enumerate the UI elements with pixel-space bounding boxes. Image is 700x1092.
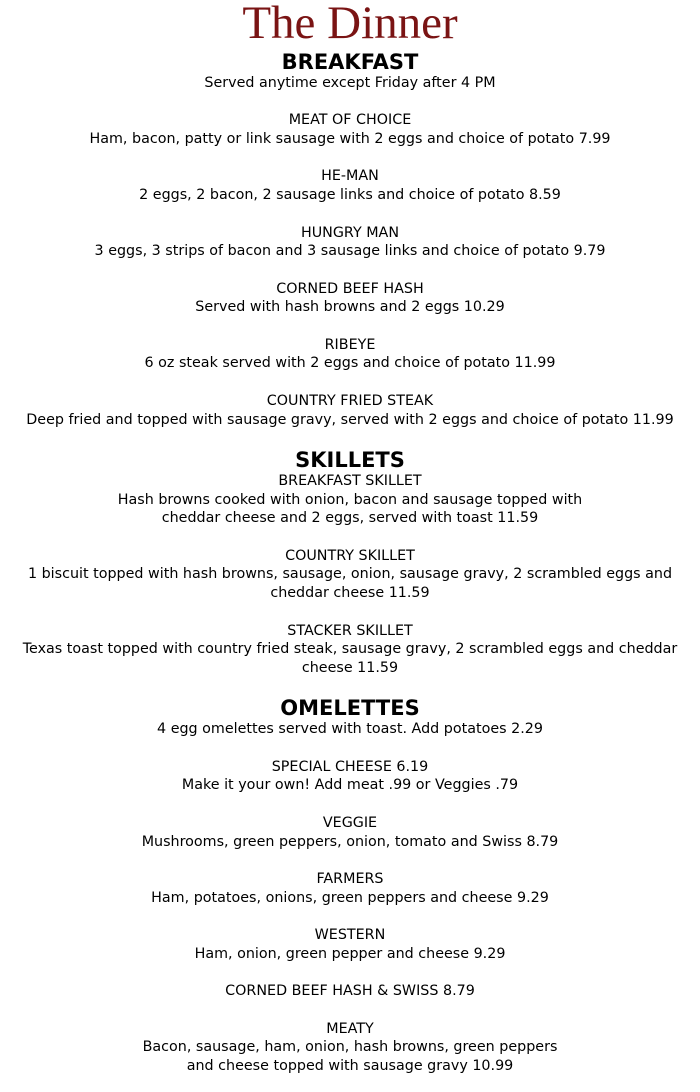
menu-item bbox=[0, 758, 700, 795]
menu-item-description: 3 eggs, 3 strips of bacon and 3 sausage links and choice of potato 9.79 bbox=[94, 243, 606, 260]
menu-title: The Dinner bbox=[242, 0, 458, 49]
menu-item-name: VEGGIE bbox=[322, 814, 378, 831]
menu-item-description: Bacon, sausage, ham, onion, hash browns, green peppers bbox=[142, 1039, 558, 1056]
menu-item-name: COUNTRY FRIED STEAK bbox=[266, 392, 434, 409]
menu-item bbox=[0, 814, 700, 851]
menu-item-description: 2 eggs, 2 bacon, 2 sausage links and choice of potato 8.59 bbox=[139, 187, 561, 204]
menu-item bbox=[0, 472, 700, 528]
menu-item-description: and cheese topped with sausage gravy 10.99 bbox=[186, 1057, 514, 1074]
menu-item bbox=[0, 926, 700, 963]
menu-item-description: cheddar cheese and 2 eggs, served with toast 11.59 bbox=[161, 510, 539, 527]
menu-item-name: COUNTRY SKILLET bbox=[285, 547, 415, 564]
menu-item-name: CORNED BEEF HASH & SWISS 8.79 bbox=[225, 983, 475, 1000]
menu-item bbox=[0, 547, 700, 603]
menu-item-description: cheese 11.59 bbox=[301, 659, 399, 676]
menu-item bbox=[0, 392, 700, 429]
menu-item-name: CORNED BEEF HASH bbox=[276, 280, 424, 297]
menu-item bbox=[0, 982, 700, 1001]
menu-item-description: Deep fried and topped with sausage gravy, served with 2 eggs and choice of potato 11.99 bbox=[26, 411, 674, 428]
menu-item bbox=[0, 280, 700, 317]
menu-item-name: FARMERS bbox=[316, 870, 384, 887]
menu-item-description: cheddar cheese 11.59 bbox=[270, 585, 430, 602]
section-heading: BREAKFAST bbox=[281, 50, 419, 74]
menu-item-name: WESTERN bbox=[314, 927, 386, 944]
menu-item-name: SPECIAL CHEESE 6.19 bbox=[271, 758, 429, 775]
menu-item-name: HE-MAN bbox=[321, 168, 379, 185]
section-subtitle: 4 egg omelettes served with toast. Add potatoes 2.29 bbox=[157, 721, 543, 738]
menu-item bbox=[0, 167, 700, 204]
menu-item-name: MEAT OF CHOICE bbox=[288, 112, 412, 129]
menu-item-description: Texas toast topped with country fried steak, sausage gravy, 2 scrambled eggs and cheddar bbox=[22, 641, 678, 658]
menu-section-skillets bbox=[0, 448, 700, 678]
menu-item-name: BREAKFAST SKILLET bbox=[278, 472, 422, 489]
menu-item-description: Make it your own! Add meat .99 or Veggies .79 bbox=[181, 777, 519, 794]
menu-item bbox=[0, 622, 700, 678]
menu-section-breakfast bbox=[0, 50, 700, 429]
menu-body bbox=[0, 50, 700, 1076]
menu-item bbox=[0, 224, 700, 261]
menu-item bbox=[0, 1020, 700, 1076]
menu-item-description: Ham, bacon, patty or link sausage with 2 eggs and choice of potato 7.99 bbox=[89, 131, 611, 148]
menu-item-name: HUNGRY MAN bbox=[300, 224, 400, 241]
menu-item-name: STACKER SKILLET bbox=[287, 622, 413, 639]
menu-section-omelettes bbox=[0, 696, 700, 1075]
menu-item bbox=[0, 111, 700, 148]
menu-item-description: 1 biscuit topped with hash browns, sausage, onion, sausage gravy, 2 scrambled eggs and bbox=[27, 566, 673, 583]
menu-item-name: MEATY bbox=[326, 1020, 374, 1037]
section-heading: SKILLETS bbox=[295, 447, 405, 472]
menu-item-description: 6 oz steak served with 2 eggs and choice of potato 11.99 bbox=[144, 355, 556, 372]
menu-item-name: RIBEYE bbox=[324, 336, 376, 353]
menu-item bbox=[0, 336, 700, 373]
menu-item-description: Hash browns cooked with onion, bacon and sausage topped with bbox=[117, 491, 583, 508]
menu-item-description: Ham, potatoes, onions, green peppers and cheese 9.29 bbox=[151, 889, 549, 906]
menu-item-description: Mushrooms, green peppers, onion, tomato and Swiss 8.79 bbox=[141, 833, 559, 850]
menu-item-description: Ham, onion, green pepper and cheese 9.29 bbox=[194, 945, 506, 962]
menu-item bbox=[0, 870, 700, 907]
section-subtitle: Served anytime except Friday after 4 PM bbox=[204, 75, 496, 91]
section-heading: OMELETTES bbox=[280, 696, 420, 721]
menu-item-description: Served with hash browns and 2 eggs 10.29 bbox=[195, 299, 505, 316]
